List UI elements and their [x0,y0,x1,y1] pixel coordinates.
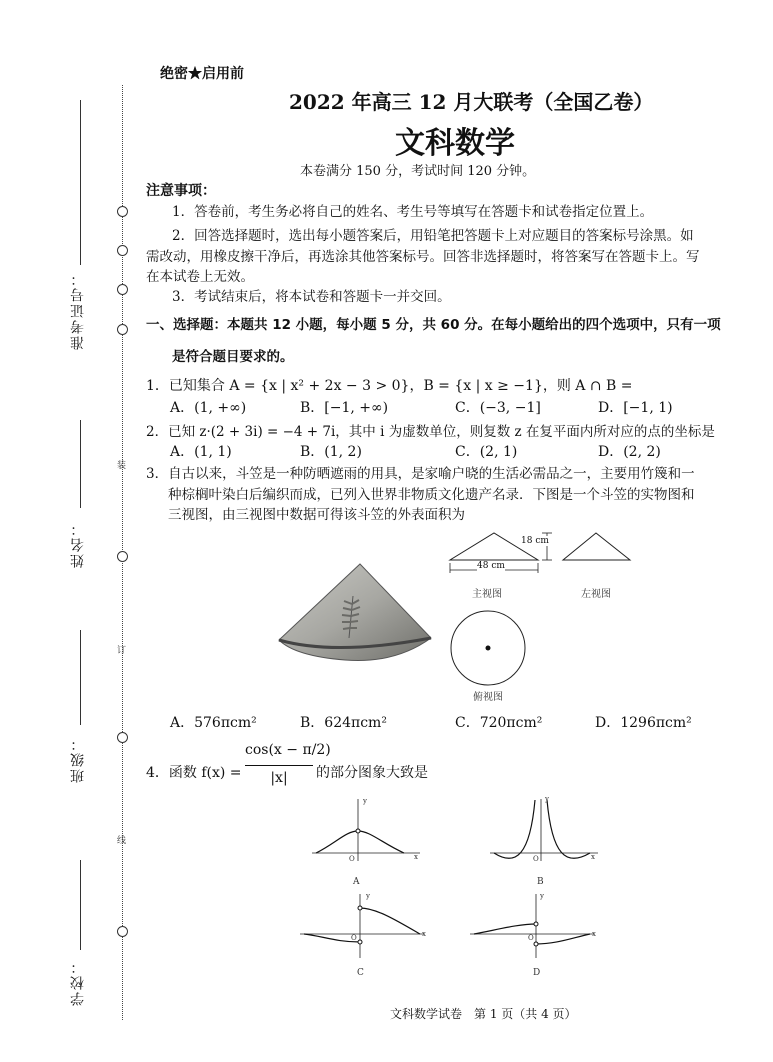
top-view-diagram [448,608,528,688]
name-label: 姓名： [70,520,86,568]
graph-c [296,890,431,962]
side-view-diagram [560,525,635,570]
binding-circle [117,206,128,217]
side-view-label: 左视图 [581,589,611,600]
class-label: 班级： [70,735,86,783]
q2-option-c: C．(2, 1) [455,444,518,460]
notice-heading: 注意事项： [146,183,216,199]
q1-option-a: A．(1, +∞) [170,400,247,416]
graph-b-y-label: y [545,795,549,803]
graph-a-y-label: y [363,797,367,805]
exam-id-label: 准考证号： [70,270,86,350]
graph-a [308,795,423,865]
exam-info: 本卷满分 150 分，考试时间 120 分钟。 [300,164,536,179]
q1-option-c: C．(−3, −1] [455,400,541,416]
q3-option-a: A．576πcm² [170,715,257,731]
graph-d [466,890,601,962]
notice-item-2-line-3: 在本试卷上无效。 [146,269,254,285]
q4-numerator: cos(x − π/2) [245,742,331,758]
mark-xian: 线 [117,836,127,846]
binding-circle [117,324,128,335]
dimension-width: 48 cm [477,561,505,571]
graph-d-x-label: x [592,930,596,938]
name-underline [80,420,81,508]
binding-circle [117,732,128,743]
mark-zhuang: 装 [117,461,127,471]
q1-option-d: D．[−1, 1) [598,400,673,416]
q3-option-d: D．1296πcm² [595,715,692,731]
q1-option-b: B．[−1, +∞) [300,400,389,416]
dimension-height: 18 cm [521,536,549,546]
graph-b-origin: O [533,855,539,863]
graph-b-x-label: x [591,853,595,861]
binding-circle [117,245,128,256]
graph-c-label: C [357,968,364,978]
class-underline [80,630,81,725]
binding-circle [117,284,128,295]
section-1-line-1: 一、选择题：本题共 12 小题，每小题 5 分，共 60 分。在每小题给出的四个选项中，只有一项 [146,317,721,333]
graph-d-y-label: y [540,892,544,900]
q1-stem: 1．已知集合 A = {x | x² + 2x − 3 > 0}，B = {x | x ≥ −1}，则 A ∩ B = [146,378,633,394]
notice-item-2-line-2: 需改动，用橡皮擦干净后，再选涂其他答案标号。回答非选择题时，将答案写在答题卡上。写 [146,249,700,265]
graph-d-label: D [533,968,541,978]
q3-line-2: 种棕榈叶染白后编织而成，已列入世界非物质文化遗产名录．下图是一个斗笠的实物图和 [168,487,695,503]
q3-option-b: B．624πcm² [300,715,387,731]
q3-line-1: 3．自古以来，斗笠是一种防晒遮雨的用具，是家喻户晓的生活必需品之一，主要用竹篾和一 [146,466,695,482]
graph-b-label: B [537,877,544,887]
top-view-label: 俯视图 [473,692,503,703]
q4-prefix: 4．函数 f(x) = [146,765,242,781]
graph-a-x-label: x [414,853,418,861]
secret-label: 绝密★启用前 [160,66,244,82]
graph-a-label: A [353,877,360,887]
graph-a-origin: O [349,855,355,863]
q4-denominator: |x| [270,770,288,786]
school-underline [80,860,81,950]
school-label: 学校： [70,958,86,1006]
section-1-line-2: 是符合题目要求的。 [172,349,294,365]
q2-option-d: D．(2, 2) [598,444,661,460]
graph-d-origin: O [528,934,534,942]
graph-c-y-label: y [366,892,370,900]
q4-suffix: 的部分图象大致是 [316,765,428,781]
notice-item-1: 1．答卷前，考生务必将自己的姓名、考生号等填写在答题卡和试卷指定位置上。 [172,204,654,220]
graph-b [486,795,601,865]
q2-stem: 2．已知 z·(2 + 3i) = −4 + 7i，其中 i 为虚数单位，则复数 z 在复平面内所对应的点的坐标是 [146,424,715,440]
notice-item-2-line-1: 2．回答选择题时，选出每小题答案后，用铅笔把答题卡上对应题目的答案标号涂黑。如 [172,228,694,244]
page-footer: 文科数学试卷 第 1 页（共 4 页） [390,1007,577,1021]
q2-option-a: A．(1, 1) [170,444,232,460]
exam-id-underline [80,100,81,265]
q3-option-c: C．720πcm² [455,715,543,731]
graph-c-origin: O [351,934,357,942]
binding-circle [117,551,128,562]
front-view-label: 主视图 [472,589,502,600]
q2-option-b: B．(1, 2) [300,444,362,460]
bamboo-hat-photo [275,560,435,670]
mark-ding: 订 [117,646,127,656]
notice-item-3: 3．考试结束后，将本试卷和答题卡一并交回。 [172,289,451,305]
binding-circle [117,926,128,937]
fraction-bar [245,765,313,766]
subject-title: 文科数学 [395,126,515,161]
q3-line-3: 三视图，由三视图中数据可得该斗笠的外表面积为 [168,507,465,523]
graph-c-x-label: x [422,930,426,938]
exam-title: 2022 年高三 12 月大联考（全国乙卷） [289,90,654,114]
